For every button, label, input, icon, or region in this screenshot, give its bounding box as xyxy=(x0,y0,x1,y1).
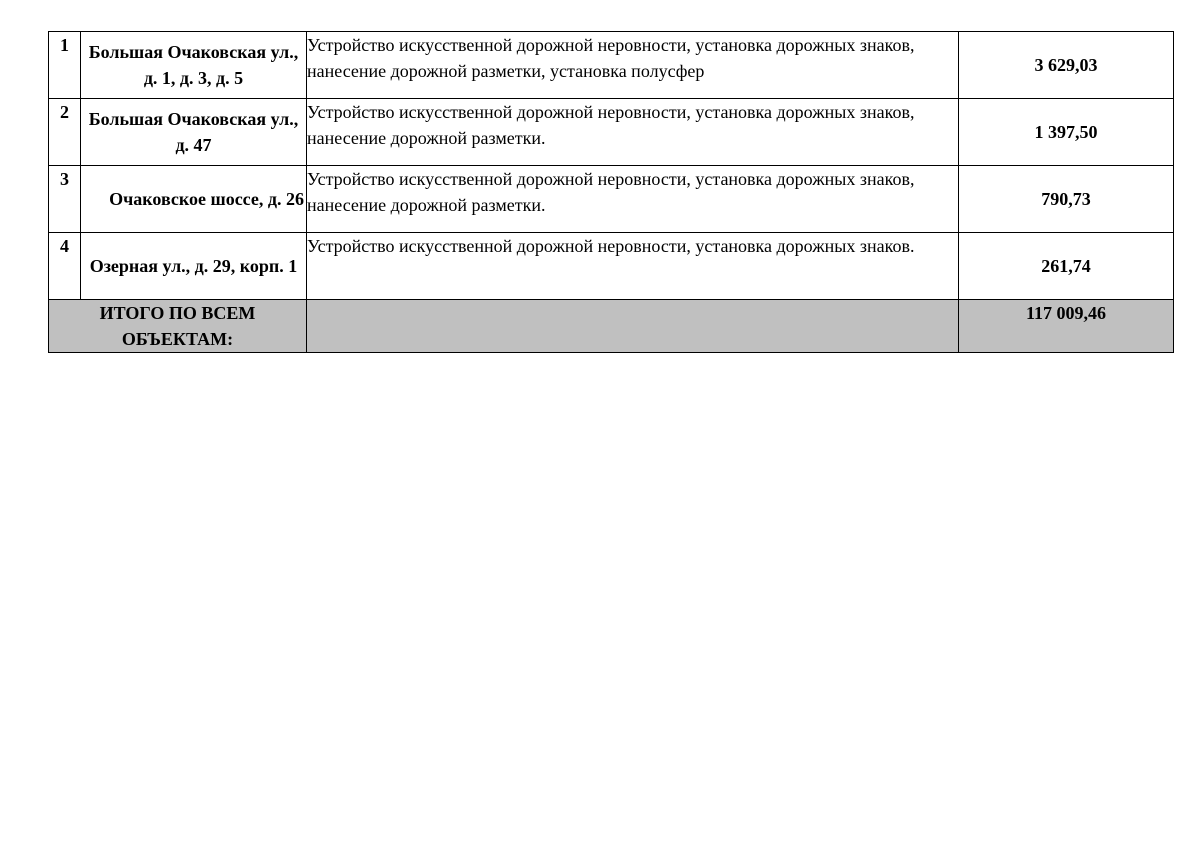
row-number: 1 xyxy=(49,32,81,99)
row-number: 4 xyxy=(49,233,81,300)
work-sum: 261,74 xyxy=(959,233,1174,300)
work-description: Устройство искусственной дорожной неровности, установка дорожных знаков, нанесение дорожной разметки. xyxy=(307,99,959,166)
table-row xyxy=(49,166,1174,233)
object-address: Большая Очаковская ул., д. 1, д. 3, д. 5 xyxy=(81,32,307,99)
work-description: Устройство искусственной дорожной неровности, установка дорожных знаков, нанесение дорожной разметки, установка полусфер xyxy=(307,32,959,99)
total-label: ИТОГО ПО ВСЕМ ОБЪЕКТАМ: xyxy=(49,300,307,353)
table-row xyxy=(49,32,1174,99)
table-row xyxy=(49,233,1174,300)
total-sum: 117 009,46 xyxy=(959,300,1174,353)
work-description: Устройство искусственной дорожной неровности, установка дорожных знаков. xyxy=(307,233,959,300)
works-table xyxy=(48,31,1174,353)
object-address: Большая Очаковская ул., д. 47 xyxy=(81,99,307,166)
table-row xyxy=(49,99,1174,166)
total-description xyxy=(307,300,959,353)
work-sum: 1 397,50 xyxy=(959,99,1174,166)
row-number: 2 xyxy=(49,99,81,166)
object-address: Озерная ул., д. 29, корп. 1 xyxy=(81,233,307,300)
total-row xyxy=(49,300,1174,353)
work-sum: 790,73 xyxy=(959,166,1174,233)
object-address: Очаковское шоссе, д. 26 xyxy=(81,166,307,233)
work-description: Устройство искусственной дорожной неровности, установка дорожных знаков, нанесение дорожной разметки. xyxy=(307,166,959,233)
row-number: 3 xyxy=(49,166,81,233)
work-sum: 3 629,03 xyxy=(959,32,1174,99)
